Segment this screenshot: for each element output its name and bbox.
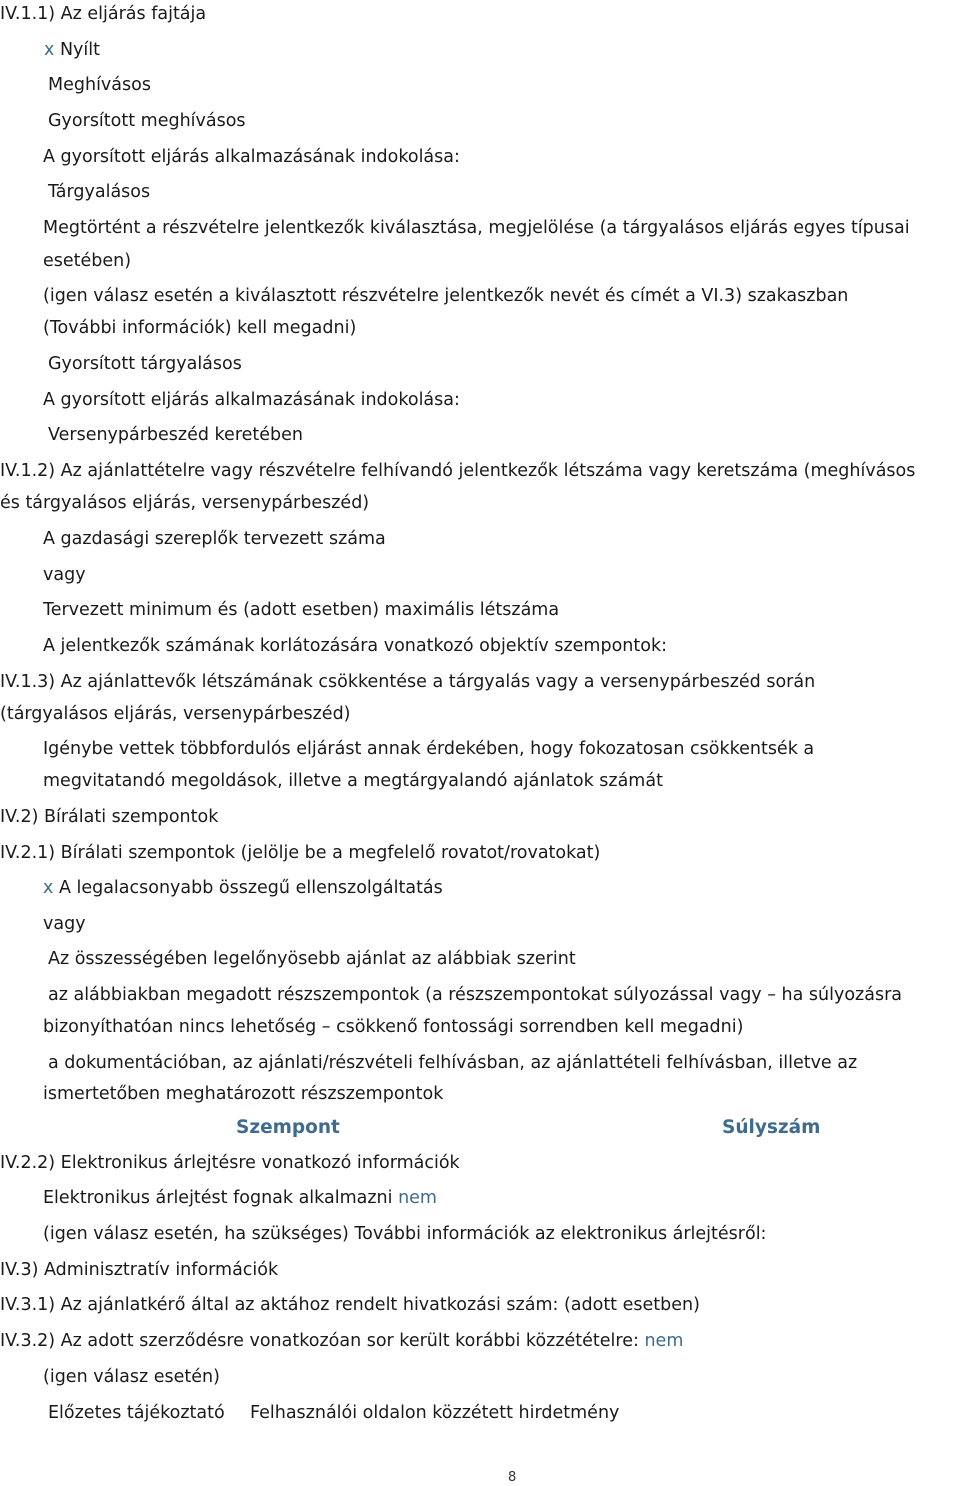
- text-line: vagy: [43, 914, 86, 934]
- justification-label: A gyorsított eljárás alkalmazásának indokolása:: [43, 390, 460, 410]
- option-best-value: Az összességében legelőnyösebb ajánlat az alábbiak szerint: [48, 949, 576, 969]
- column-header-weight: Súlyszám: [722, 1117, 821, 1138]
- option-open: [44, 39, 100, 61]
- text-line: és tárgyalásos eljárás, versenypárbeszéd): [0, 493, 370, 513]
- option-buyer-profile-notice: Felhasználói oldalon közzétett hirdetmény: [250, 1403, 620, 1423]
- option-subcriteria: az alábbiakban megadott részszempontok (a részszempontokat súlyozással vagy – ha súlyozásra: [48, 985, 902, 1005]
- text-line: (igen válasz esetén a kiválasztott részvételre jelentkezők nevét és címét a VI.3) szakaszban: [43, 286, 849, 306]
- option-prior-notice: Előzetes tájékoztató: [48, 1403, 225, 1423]
- section-iv-2-heading: IV.2) Bírálati szempontok: [0, 807, 219, 827]
- text-line: vagy: [43, 565, 86, 585]
- text-line: Igénybe vettek többfordulós eljárást annak érdekében, hogy fokozatosan csökkentsék a: [43, 739, 815, 759]
- option-negotiated: Tárgyalásos: [48, 182, 151, 202]
- text-line: (További információk) kell megadni): [43, 318, 357, 338]
- option-lowest-price: [43, 877, 443, 899]
- section-iv-1-3-heading: IV.1.3) Az ajánlattevők létszámának csökkentése a tárgyalás vagy a versenypárbeszéd során: [0, 672, 816, 692]
- section-iv-3-2-heading: [0, 1330, 683, 1352]
- section-iv-2-1-heading: IV.2.1) Bírálati szempontok (jelölje be a megfelelő rovatot/rovatokat): [0, 843, 601, 863]
- text-line: Megtörtént a részvételre jelentkezők kiválasztása, megjelölése (a tárgyalásos eljárás egyes típusai: [43, 218, 910, 238]
- checkbox-mark: x: [43, 878, 54, 898]
- section-iv-1-1-heading: IV.1.1) Az eljárás fajtája: [0, 4, 207, 24]
- option-accelerated-restricted: Gyorsított meghívásos: [48, 111, 246, 131]
- text-line: A jelentkezők számának korlátozására vonatkozó objektív szempontok:: [43, 636, 667, 656]
- section-iv-3-heading: IV.3) Adminisztratív információk: [0, 1260, 279, 1280]
- text-line: bizonyíthatóan nincs lehetőség – csökkenő fontossági sorrendben kell megadni): [43, 1017, 744, 1037]
- text-line: esetében): [43, 251, 132, 271]
- field-value: nem: [398, 1188, 437, 1208]
- option-documented-subcriteria: a dokumentációban, az ajánlati/részvételi felhívásban, az ajánlattételi felhívásban, illetve az: [48, 1053, 858, 1073]
- option-competitive-dialogue: Versenypárbeszéd keretében: [48, 425, 303, 445]
- checkbox-mark: x: [44, 40, 55, 60]
- section-iv-2-2-heading: IV.2.2) Elektronikus árlejtésre vonatkozó információk: [0, 1153, 460, 1173]
- text-line: megvitatandó megoldások, illetve a megtárgyalandó ajánlatok számát: [43, 771, 663, 791]
- field-label: IV.3.2) Az adott szerződésre vonatkozóan sor került korábbi közzétételre:: [0, 1331, 639, 1351]
- text-line: ismertetőben meghatározott részszempontok: [43, 1084, 444, 1104]
- option-accelerated-negotiated: Gyorsított tárgyalásos: [48, 354, 242, 374]
- field-label: Elektronikus árlejtést fognak alkalmazni: [43, 1188, 393, 1208]
- text-line: (igen válasz esetén): [43, 1367, 220, 1387]
- text-line: (igen válasz esetén, ha szükséges) További információk az elektronikus árlejtésről:: [43, 1224, 767, 1244]
- text-line: Tervezett minimum és (adott esetben) maximális létszáma: [43, 600, 560, 620]
- field-value: nem: [644, 1331, 684, 1351]
- section-iv-1-2-heading: IV.1.2) Az ajánlattételre vagy részvételre felhívandó jelentkezők létszáma vagy keretszáma (meghívásos: [0, 461, 916, 481]
- option-label: Nyílt: [59, 40, 100, 60]
- section-iv-3-1-heading: IV.3.1) Az ajánlatkérő által az aktához rendelt hivatkozási szám: (adott esetben): [0, 1295, 700, 1315]
- text-line: A gazdasági szereplők tervezett száma: [43, 529, 386, 549]
- option-label: A legalacsonyabb összegű ellenszolgáltatás: [58, 878, 443, 898]
- option-restricted: Meghívásos: [48, 75, 151, 95]
- text-line: [43, 1187, 437, 1209]
- justification-label: A gyorsított eljárás alkalmazásának indokolása:: [43, 147, 460, 167]
- text-line: (tárgyalásos eljárás, versenypárbeszéd): [0, 704, 351, 724]
- column-header-criterion: Szempont: [236, 1117, 340, 1138]
- page-number: 8: [508, 1470, 517, 1485]
